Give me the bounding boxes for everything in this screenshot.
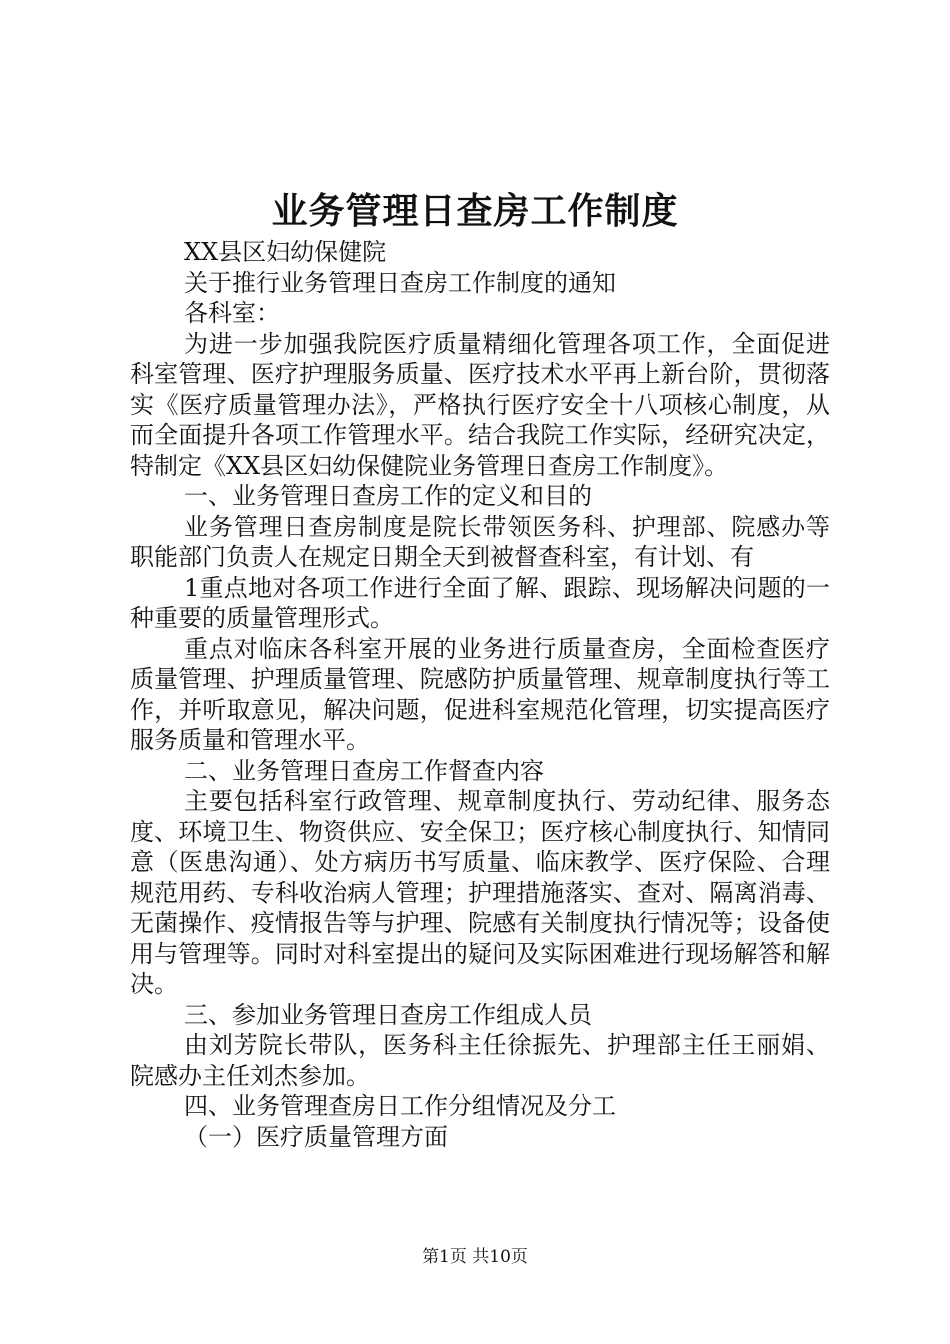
section-heading-4: 四、业务管理查房日工作分组情况及分工 [184,1092,616,1120]
hospital-name: XX县区妇幼保健院 [184,238,387,266]
paragraph-intro: 为进一步加强我院医疗质量精细化管理各项工作，全面促进科室管理、医疗护理服务质量、医疗技术水平再上新台阶，贯彻落实《医疗质量管理办法》，严格执行医疗安全十八项核心制度，从而全面提升各项工作管理水平。结合我院工作实际，经研究决定，特制定《XX县区妇幼保健院业务管理日查房工作制度》。 [130,329,830,480]
section-heading-3: 三、参加业务管理日查房工作组成人员 [184,1000,592,1029]
paragraph-content: 主要包括科室行政管理、规章制度执行、劳动纪律、服务态度、环境卫生、物资供应、安全保卫；医疗核心制度执行、知情同意（医患沟通）、处方病历书写质量、临床教学、医疗保险、合理规范用药、专科收治病人管理；护理措施落实、查对、隔离消毒、无菌操作、疫情报告等与护理、院感有关制度执行情况等；设备使用与管理等。同时对科室提出的疑问及实际困难进行现场解答和解决。 [130,787,830,998]
document-title: 业务管理日查房工作制度 [271,190,679,232]
document-body [130,237,830,1152]
section-heading-1: 一、业务管理日查房工作的定义和目的 [184,482,592,510]
paragraph-definition: 业务管理日查房制度是院长带领医务科、护理部、院感办等职能部门负责人在规定日期全天到被督查科室，有计划、有 [130,512,830,571]
section-heading-2: 二、业务管理日查房工作督查内容 [184,756,544,785]
salutation: 各科室： [184,299,280,327]
paragraph-members: 由刘芳院长带队，医务科主任徐振先、护理部主任王丽娟、院感办主任刘杰参加。 [130,1031,830,1090]
notice-title: 关于推行业务管理日查房工作制度的通知 [184,268,616,297]
subsection-heading-1: （一）医疗质量管理方面 [184,1122,448,1151]
paragraph-focus: 重点对临床各科室开展的业务进行质量查房，全面检查医疗质量管理、护理质量管理、院感防护质量管理、规章制度执行等工作，并听取意见，解决问题，促进科室规范化管理，切实提高医疗服务质量和管理水平。 [130,634,830,754]
page-footer: 第1页 共10页 [422,1247,528,1267]
paragraph-definition-cont: 1重点地对各项工作进行全面了解、跟踪、现场解决问题的一种重要的质量管理形式。 [130,573,830,632]
